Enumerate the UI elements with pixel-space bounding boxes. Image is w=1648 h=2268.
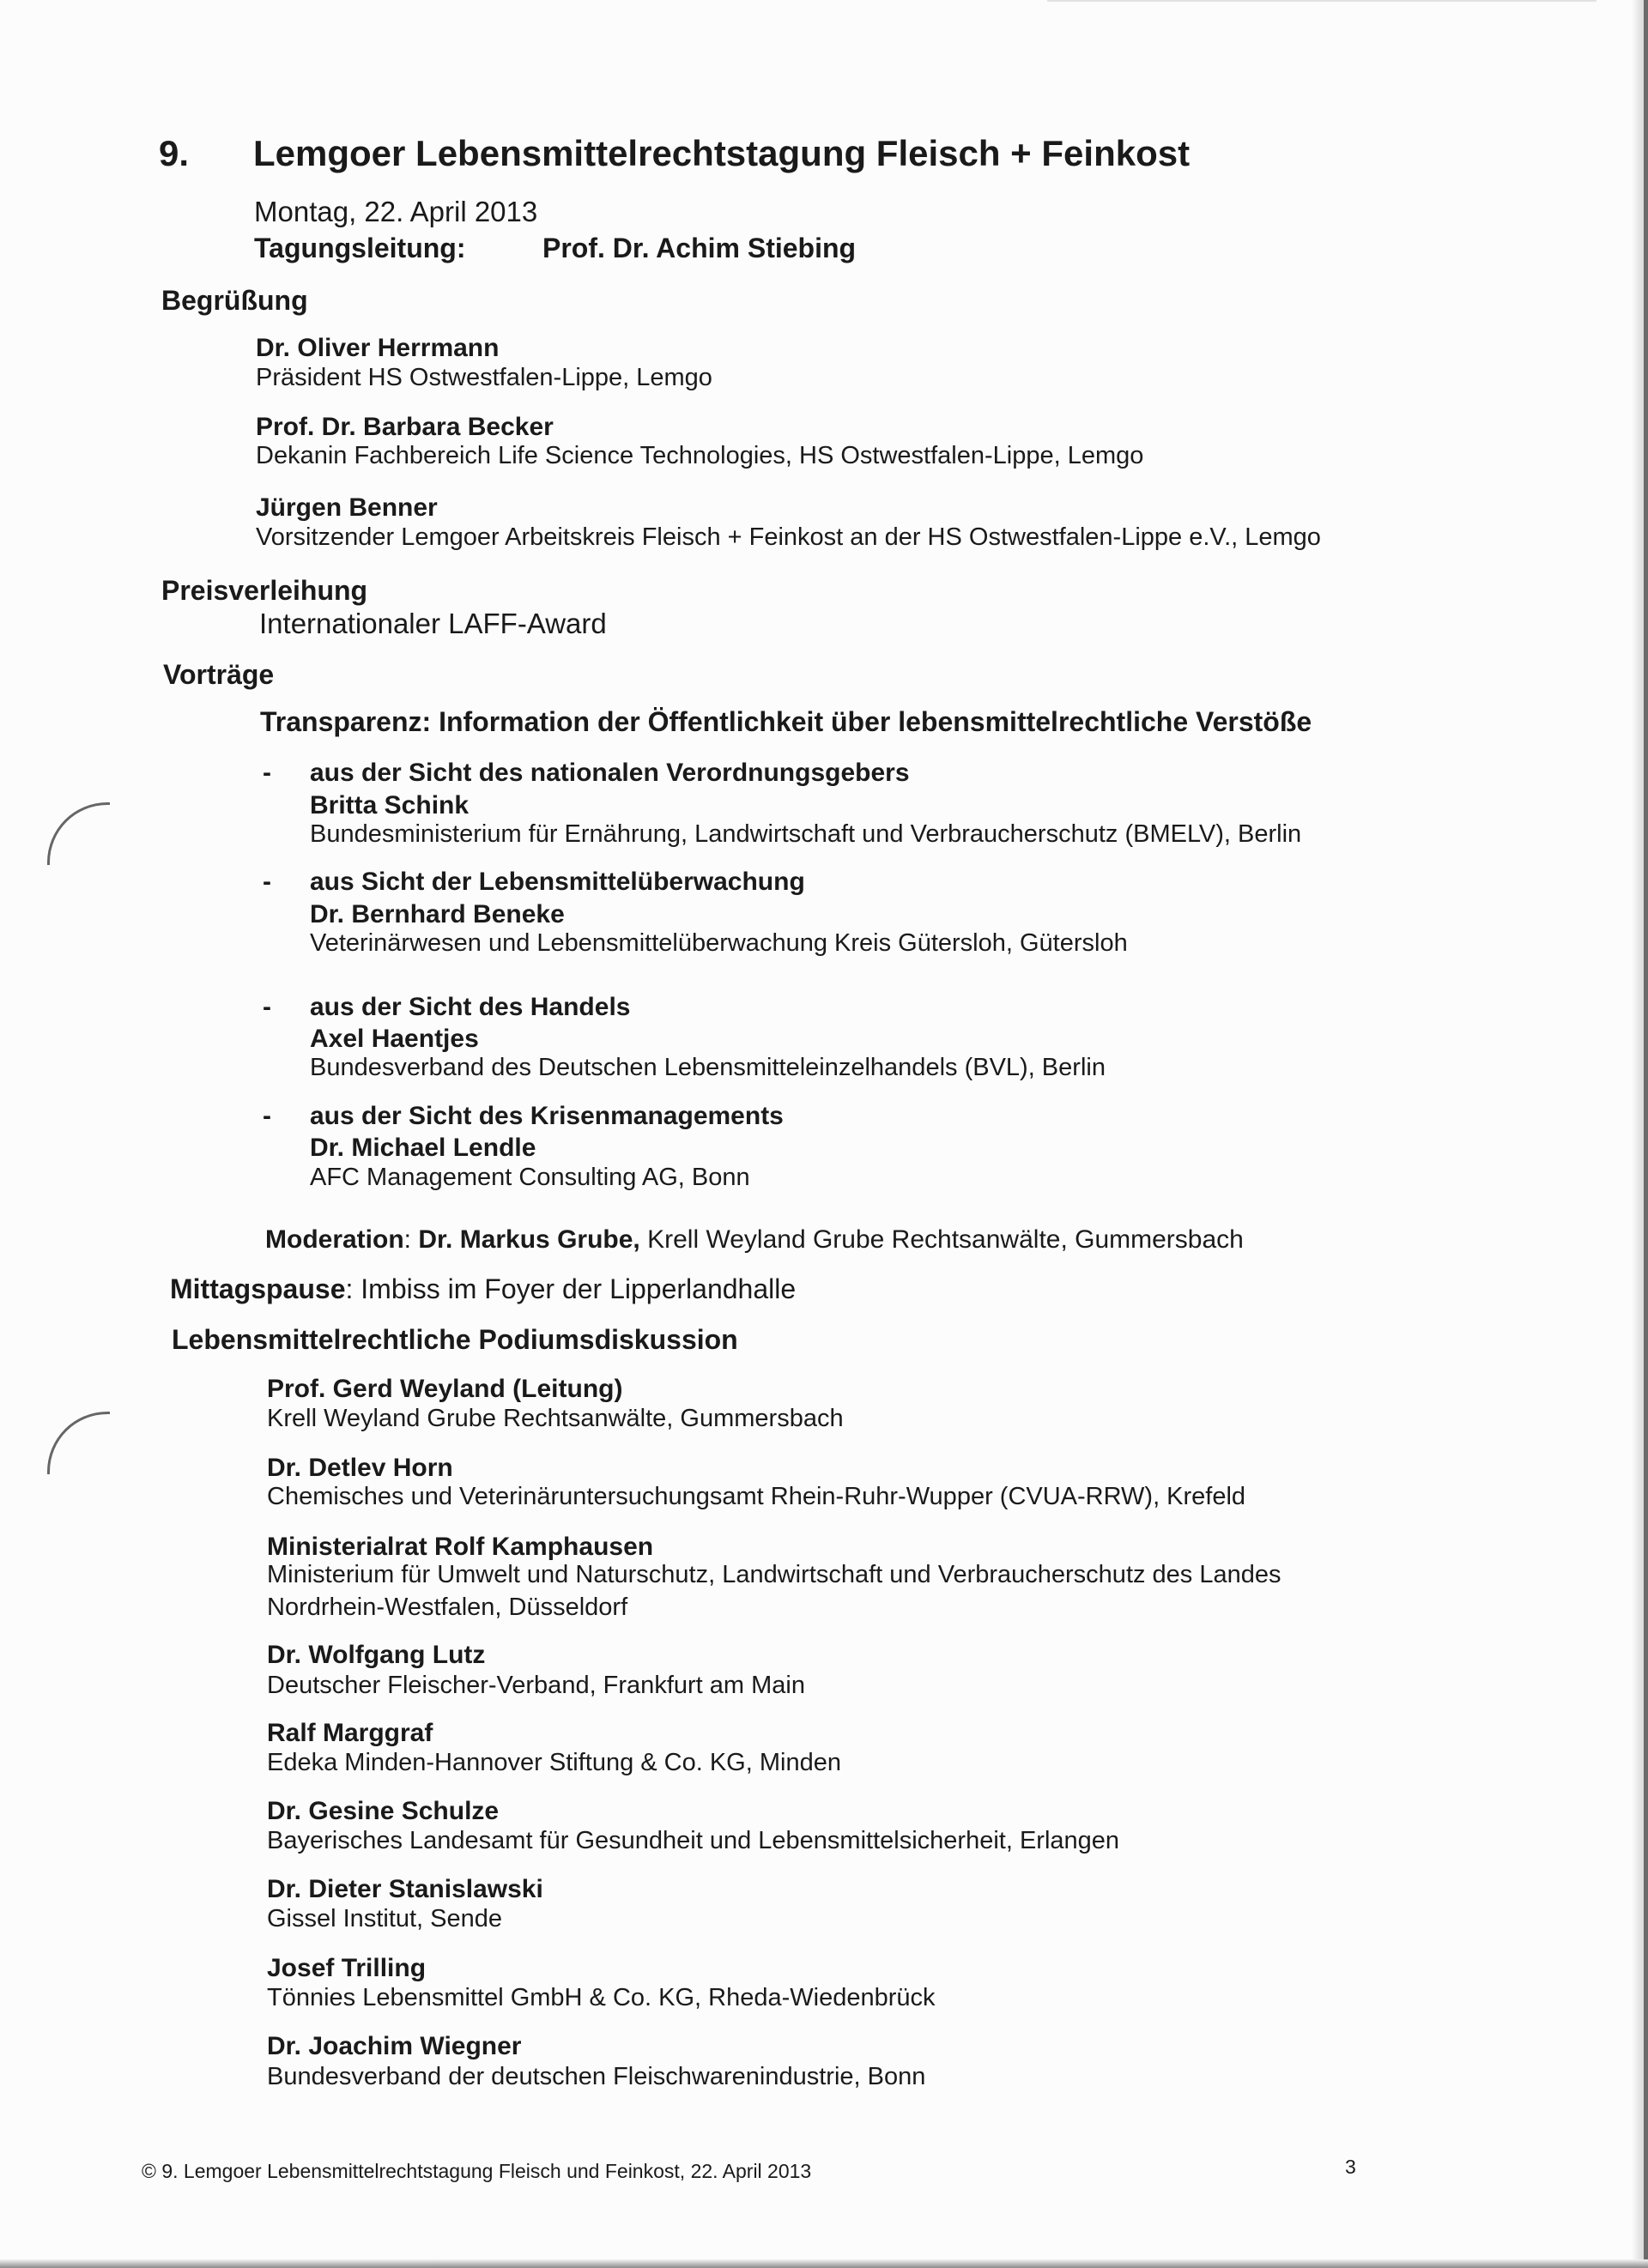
talk-speaker: Dr. Michael Lendle (310, 1134, 536, 1162)
moderation-org: Krell Weyland Grube Rechtsanwälte, Gummersbach (647, 1225, 1244, 1254)
talk-title: aus der Sicht des Krisenmanagements (310, 1102, 784, 1130)
talk-title: aus der Sicht des nationalen Verordnungsgebers (310, 759, 910, 787)
talks-topic: Transparenz: Information der Öffentlichkeit über lebensmittelrechtliche Verstöße (260, 706, 1312, 737)
award-heading: Preisverleihung (161, 575, 368, 606)
lunch-label: Mittagspause (170, 1273, 346, 1304)
talk-title: aus Sicht der Lebensmittelüberwachung (310, 868, 805, 896)
panel-heading: Lebensmittelrechtliche Podiumsdiskussion (172, 1324, 738, 1355)
panel-member-name: Ralf Marggraf (267, 1719, 433, 1747)
talks-heading: Vorträge (163, 659, 275, 690)
panel-member-affiliation-cont: Nordrhein-Westfalen, Düsseldorf (267, 1594, 628, 1621)
page-number: 3 (1345, 2156, 1356, 2178)
panel-member-name: Ministerialrat Rolf Kamphausen (267, 1533, 654, 1561)
panel-member-affiliation: Bundesverband der deutschen Fleischwarenindustrie, Bonn (267, 2063, 926, 2090)
event-date: Montag, 22. April 2013 (254, 196, 538, 227)
greeting-speaker-name: Jürgen Benner (256, 493, 438, 522)
panel-member-affiliation: Gissel Institut, Sende (267, 1905, 503, 1932)
punch-hole-mark (47, 1412, 110, 1474)
panel-member-name: Dr. Detlev Horn (267, 1454, 453, 1482)
greeting-speaker-affiliation: Präsident HS Ostwestfalen-Lippe, Lemgo (256, 364, 712, 391)
lunch-line: Mittagspause: Imbiss im Foyer der Lipperlandhalle (170, 1273, 797, 1304)
greeting-speaker-affiliation: Dekanin Fachbereich Life Science Technologies, HS Ostwestfalen-Lippe, Lemgo (256, 442, 1144, 469)
punch-hole-mark (47, 802, 110, 865)
talk-speaker: Dr. Bernhard Beneke (310, 900, 565, 928)
talk-affiliation: Veterinärwesen und Lebensmittelüberwachung Kreis Gütersloh, Gütersloh (310, 929, 1128, 957)
talk-title: aus der Sicht des Handels (310, 993, 631, 1021)
talk-dash: - (263, 1102, 271, 1130)
chair-name: Prof. Dr. Achim Stiebing (542, 233, 857, 263)
scan-top-edge (1047, 0, 1596, 2)
panel-member-name: Dr. Dieter Stanislawski (267, 1875, 543, 1903)
talk-speaker: Axel Haentjes (310, 1025, 479, 1053)
panel-member-affiliation: Bayerisches Landesamt für Gesundheit und Lebensmittelsicherheit, Erlangen (267, 1827, 1120, 1854)
scan-edge-shade (1632, 0, 1644, 2268)
talk-dash: - (263, 759, 271, 787)
panel-member-name: Dr. Wolfgang Lutz (267, 1641, 486, 1669)
panel-member-affiliation: Ministerium für Umwelt und Naturschutz, Landwirtschaft und Verbraucherschutz des Landes (267, 1561, 1281, 1588)
chair-label: Tagungsleitung: (254, 233, 466, 263)
panel-member-affiliation: Tönnies Lebensmittel GmbH & Co. KG, Rheda-Wiedenbrück (267, 1984, 936, 2011)
footer-copyright: © 9. Lemgoer Lebensmittelrechtstagung Fleisch und Feinkost, 22. April 2013 (142, 2160, 812, 2182)
moderation-label: Moderation (265, 1225, 404, 1254)
talk-speaker: Britta Schink (310, 791, 470, 820)
scan-right-edge (1644, 0, 1648, 2268)
panel-member-name: Dr. Joachim Wiegner (267, 2032, 522, 2060)
panel-member-name: Dr. Gesine Schulze (267, 1797, 500, 1825)
panel-member-affiliation: Deutscher Fleischer-Verband, Frankfurt am Main (267, 1672, 805, 1699)
talk-affiliation: Bundesministerium für Ernährung, Landwirtschaft und Verbraucherschutz (BMELV), Berlin (310, 820, 1302, 848)
panel-member-name: Josef Trilling (267, 1954, 427, 1982)
moderation-line: Moderation: Dr. Markus Grube, Krell Weyland Grube Rechtsanwälte, Gummersbach (265, 1225, 1244, 1254)
panel-member-affiliation: Edeka Minden-Hannover Stiftung & Co. KG, Minden (267, 1749, 841, 1776)
page-title: Lemgoer Lebensmittelrechtstagung Fleisch + Feinkost (253, 133, 1191, 173)
greeting-speaker-name: Dr. Oliver Herrmann (256, 334, 500, 362)
greeting-heading: Begrüßung (161, 285, 308, 316)
section-number: 9. (159, 133, 190, 173)
talk-dash: - (263, 868, 271, 896)
award-text: Internationaler LAFF-Award (259, 608, 607, 639)
panel-member-name: Prof. Gerd Weyland (Leitung) (267, 1375, 623, 1403)
moderation-name: Dr. Markus Grube, (418, 1225, 640, 1254)
greeting-speaker-affiliation: Vorsitzender Lemgoer Arbeitskreis Fleisch + Feinkost an der HS Ostwestfalen-Lippe e.V., Lemgo (256, 523, 1321, 551)
panel-member-affiliation: Krell Weyland Grube Rechtsanwälte, Gummersbach (267, 1405, 844, 1432)
talk-dash: - (263, 993, 271, 1021)
lunch-text: Imbiss im Foyer der Lipperlandhalle (360, 1273, 797, 1304)
panel-member-affiliation: Chemisches und Veterinäruntersuchungsamt Rhein-Ruhr-Wupper (CVUA-RRW), Krefeld (267, 1483, 1246, 1510)
talk-affiliation: Bundesverband des Deutschen Lebensmitteleinzelhandels (BVL), Berlin (310, 1054, 1106, 1081)
scan-bottom-edge (0, 2259, 1648, 2268)
greeting-speaker-name: Prof. Dr. Barbara Becker (256, 413, 554, 441)
talk-affiliation: AFC Management Consulting AG, Bonn (310, 1164, 750, 1191)
